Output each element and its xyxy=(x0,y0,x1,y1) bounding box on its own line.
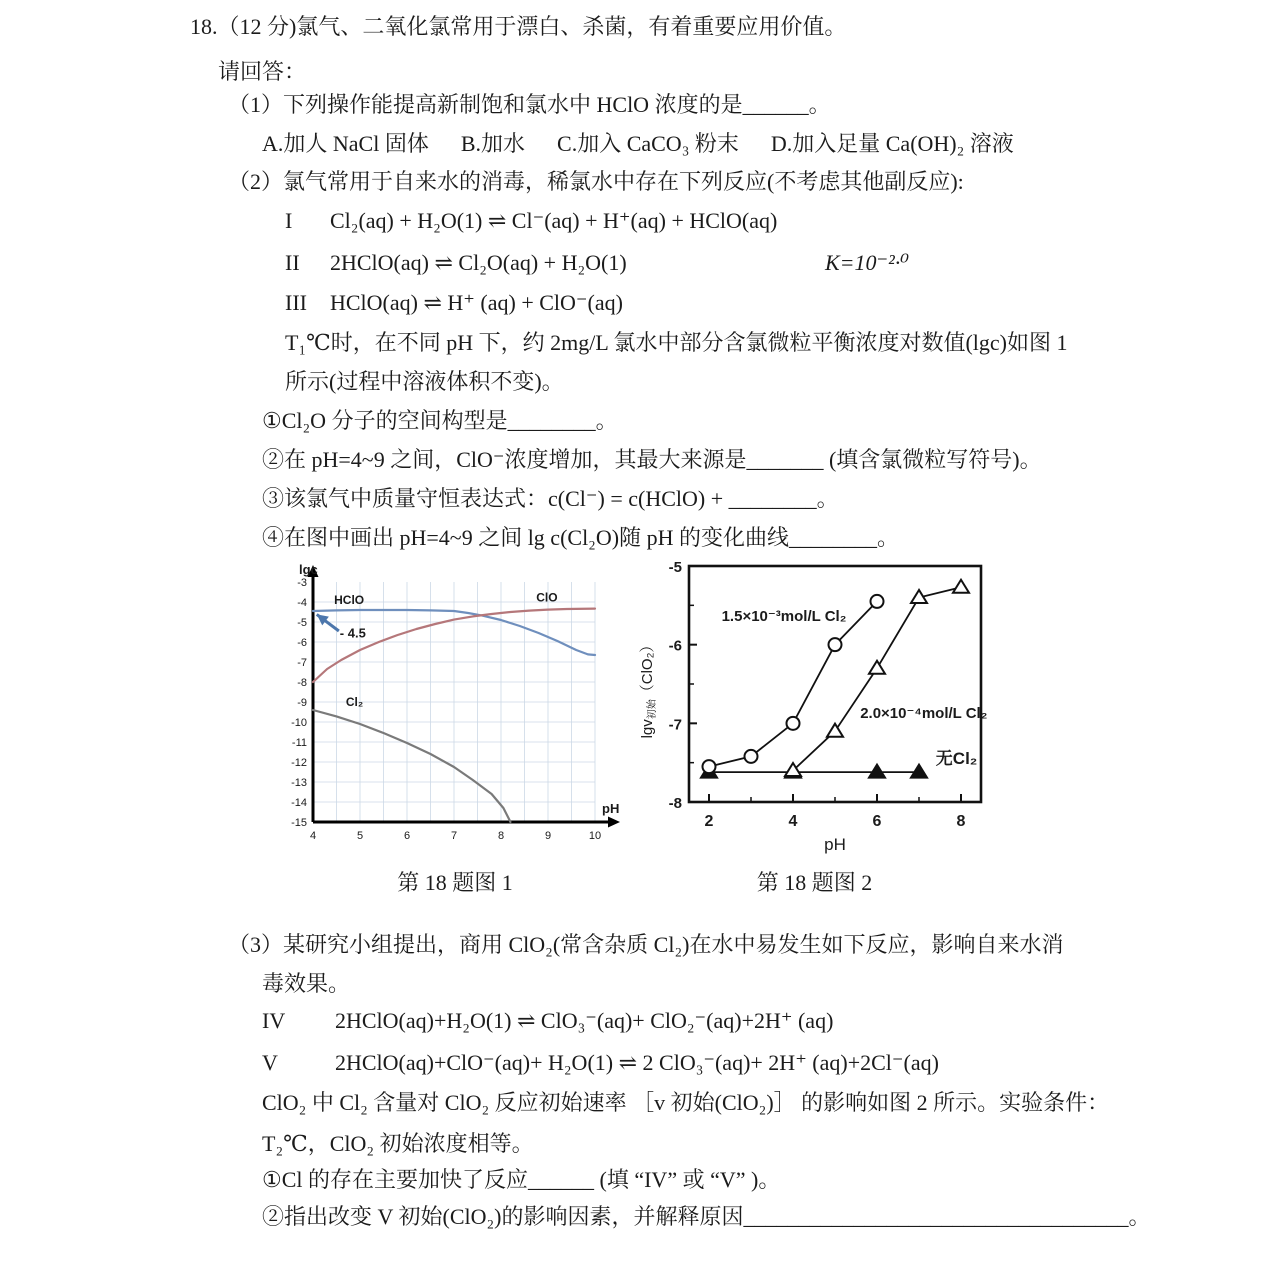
part1-options xyxy=(262,131,1239,157)
part2-intro: （2）氯气常用于自来水的消毒，稀氯水中存在下列反应(不考虑其他副反应): xyxy=(228,169,964,194)
svg-text:-11: -11 xyxy=(291,737,307,749)
svg-text:2.0×10⁻⁴mol/L Cl₂: 2.0×10⁻⁴mol/L Cl₂ xyxy=(860,704,988,722)
part3-intro-line1: （3）某研究小组提出，商用 ClO₂(常含杂质 Cl₂)在水中易发生如下反应，影响自来水消 xyxy=(228,932,1064,957)
equation-III xyxy=(285,290,1239,316)
svg-text:5: 5 xyxy=(356,830,364,842)
part3-paragraph-line1: ClO₂ 中 Cl₂ 含量对 ClO₂ 反应初始速率 ［v 初始(ClO₂)］ 的影响如图 2 所示。实验条件： xyxy=(262,1090,1110,1115)
part3-paragraph-line2: T₂℃，ClO₂ 初始浓度相等。 xyxy=(262,1131,534,1156)
part2-subq-1: ①Cl₂O 分子的空间构型是________。 xyxy=(262,408,618,433)
svg-text:-6: -6 xyxy=(668,637,682,655)
figure-captions xyxy=(285,870,1239,896)
svg-text:-12: -12 xyxy=(291,757,307,769)
svg-text:1.5×10⁻³mol/L Cl₂: 1.5×10⁻³mol/L Cl₂ xyxy=(721,608,847,626)
equation-IV xyxy=(262,1008,1239,1034)
svg-text:-13: -13 xyxy=(291,777,307,789)
svg-text:-7: -7 xyxy=(668,716,682,734)
equation-II xyxy=(285,250,1239,276)
svg-text:7: 7 xyxy=(450,830,458,842)
svg-text:2: 2 xyxy=(704,813,714,830)
equation-IV-numeral: IV xyxy=(262,1008,286,1033)
equation-V xyxy=(262,1050,1239,1076)
svg-text:-10: -10 xyxy=(291,717,307,729)
svg-text:-14: -14 xyxy=(291,797,307,809)
svg-text:-4: -4 xyxy=(297,597,307,609)
part2-paragraph-line2: 所示(过程中溶液体积不变)。 xyxy=(285,369,564,394)
equation-I-formula: Cl₂(aq) + H₂O(1) ⇌ Cl⁻(aq) + H⁺(aq) + HClO(aq) xyxy=(330,208,778,233)
equation-IV-formula: 2HClO(aq)+H₂O(1) ⇌ ClO₃⁻(aq)+ ClO₂⁻(aq)+2H⁺ (aq) xyxy=(335,1008,834,1033)
svg-text:4: 4 xyxy=(788,813,798,830)
figure1-chart xyxy=(285,564,625,856)
equation-I xyxy=(285,208,1239,234)
part1-question: （1）下列操作能提高新制饱和氯水中 HClO 浓度的是______。 xyxy=(228,92,831,117)
part2-subq-2: ②在 pH=4~9 之间，ClO⁻浓度增加，其最大来源是_______ (填含氯微粒写符号)。 xyxy=(262,447,1042,472)
svg-text:lgv初始（ClO₂）: lgv$_{初始}$（ClO₂） xyxy=(639,637,658,739)
question-18-title: 18.（12 分)氯气、二氧化氯常用于漂白、杀菌，有着重要应用价值。 xyxy=(190,14,847,39)
svg-text:pH: pH xyxy=(602,801,620,816)
option-a: A.加人 NaCl 固体 xyxy=(262,131,429,156)
equation-II-numeral: II xyxy=(285,250,300,275)
svg-text:-8: -8 xyxy=(668,795,682,812)
svg-text:8: 8 xyxy=(956,813,966,830)
svg-text:-15: -15 xyxy=(291,817,307,829)
svg-text:10: 10 xyxy=(588,830,602,842)
svg-text:-8: -8 xyxy=(297,677,307,689)
svg-text:-5: -5 xyxy=(297,617,307,629)
svg-text:- 4.5: - 4.5 xyxy=(339,625,366,641)
svg-text:HClO: HClO xyxy=(334,593,365,607)
part2-subq-4: ④在图中画出 pH=4~9 之间 lg c(Cl₂O)随 pH 的变化曲线________。 xyxy=(262,525,899,550)
svg-text:无Cl₂: 无Cl₂ xyxy=(935,749,978,769)
answer-prompt: 请回答： xyxy=(218,59,307,84)
svg-text:9: 9 xyxy=(544,830,552,842)
part2-subq-3: ③该氯气中质量守恒表达式：c(Cl⁻) = c(HClO) + ________。 xyxy=(262,486,839,511)
svg-text:6: 6 xyxy=(872,813,882,830)
part3-subq-1: ①Cl 的存在主要加快了反应______ (填 “IV” 或 “V” )。 xyxy=(262,1167,781,1192)
svg-text:lgc: lgc xyxy=(299,564,318,577)
equation-III-formula: HClO(aq) ⇌ H⁺ (aq) + ClO⁻(aq) xyxy=(330,290,623,315)
svg-text:pH: pH xyxy=(824,835,846,854)
figure2-chart xyxy=(637,560,992,860)
option-c: C.加入 CaCO₃ 粉末 xyxy=(557,131,739,156)
svg-text:-7: -7 xyxy=(297,657,307,669)
figures-row xyxy=(285,560,1239,860)
svg-text:-5: -5 xyxy=(668,560,682,576)
svg-text:Cl₂: Cl₂ xyxy=(345,695,364,709)
equation-V-numeral: V xyxy=(262,1050,278,1075)
svg-text:-3: -3 xyxy=(297,577,307,589)
equation-V-formula: 2HClO(aq)+ClO⁻(aq)+ H₂O(1) ⇌ 2 ClO₃⁻(aq)+ 2H⁺ (aq)+2Cl⁻(aq) xyxy=(335,1050,939,1075)
svg-text:ClO: ClO xyxy=(536,590,558,605)
option-d: D.加入足量 Ca(OH)₂ 溶液 xyxy=(770,131,1014,156)
equation-I-numeral: I xyxy=(285,208,293,233)
equation-II-formula: 2HClO(aq) ⇌ Cl₂O(aq) + H₂O(1) xyxy=(330,250,627,275)
part2-paragraph-line1: T₁℃时，在不同 pH 下，约 2mg/L 氯水中部分含氯微粒平衡浓度对数值(lgc)如图 1 xyxy=(285,330,1068,355)
svg-text:-9: -9 xyxy=(297,697,307,709)
svg-text:6: 6 xyxy=(403,830,411,842)
figure2-caption: 第 18 题图 2 xyxy=(756,870,873,895)
svg-text:8: 8 xyxy=(497,830,505,842)
part3-subq-2: ②指出改变 V 初始(ClO₂)的影响因素，并解释原因___________________________________。 xyxy=(262,1204,1151,1229)
svg-text:4: 4 xyxy=(309,830,317,842)
equation-II-constant: K=10⁻²·⁰ xyxy=(825,250,910,275)
option-b: B.加水 xyxy=(460,131,526,156)
svg-text:-6: -6 xyxy=(297,637,307,649)
figure1-caption: 第 18 题图 1 xyxy=(397,870,513,895)
part3-intro-line2: 毒效果。 xyxy=(262,971,351,996)
equation-III-numeral: III xyxy=(285,290,307,315)
